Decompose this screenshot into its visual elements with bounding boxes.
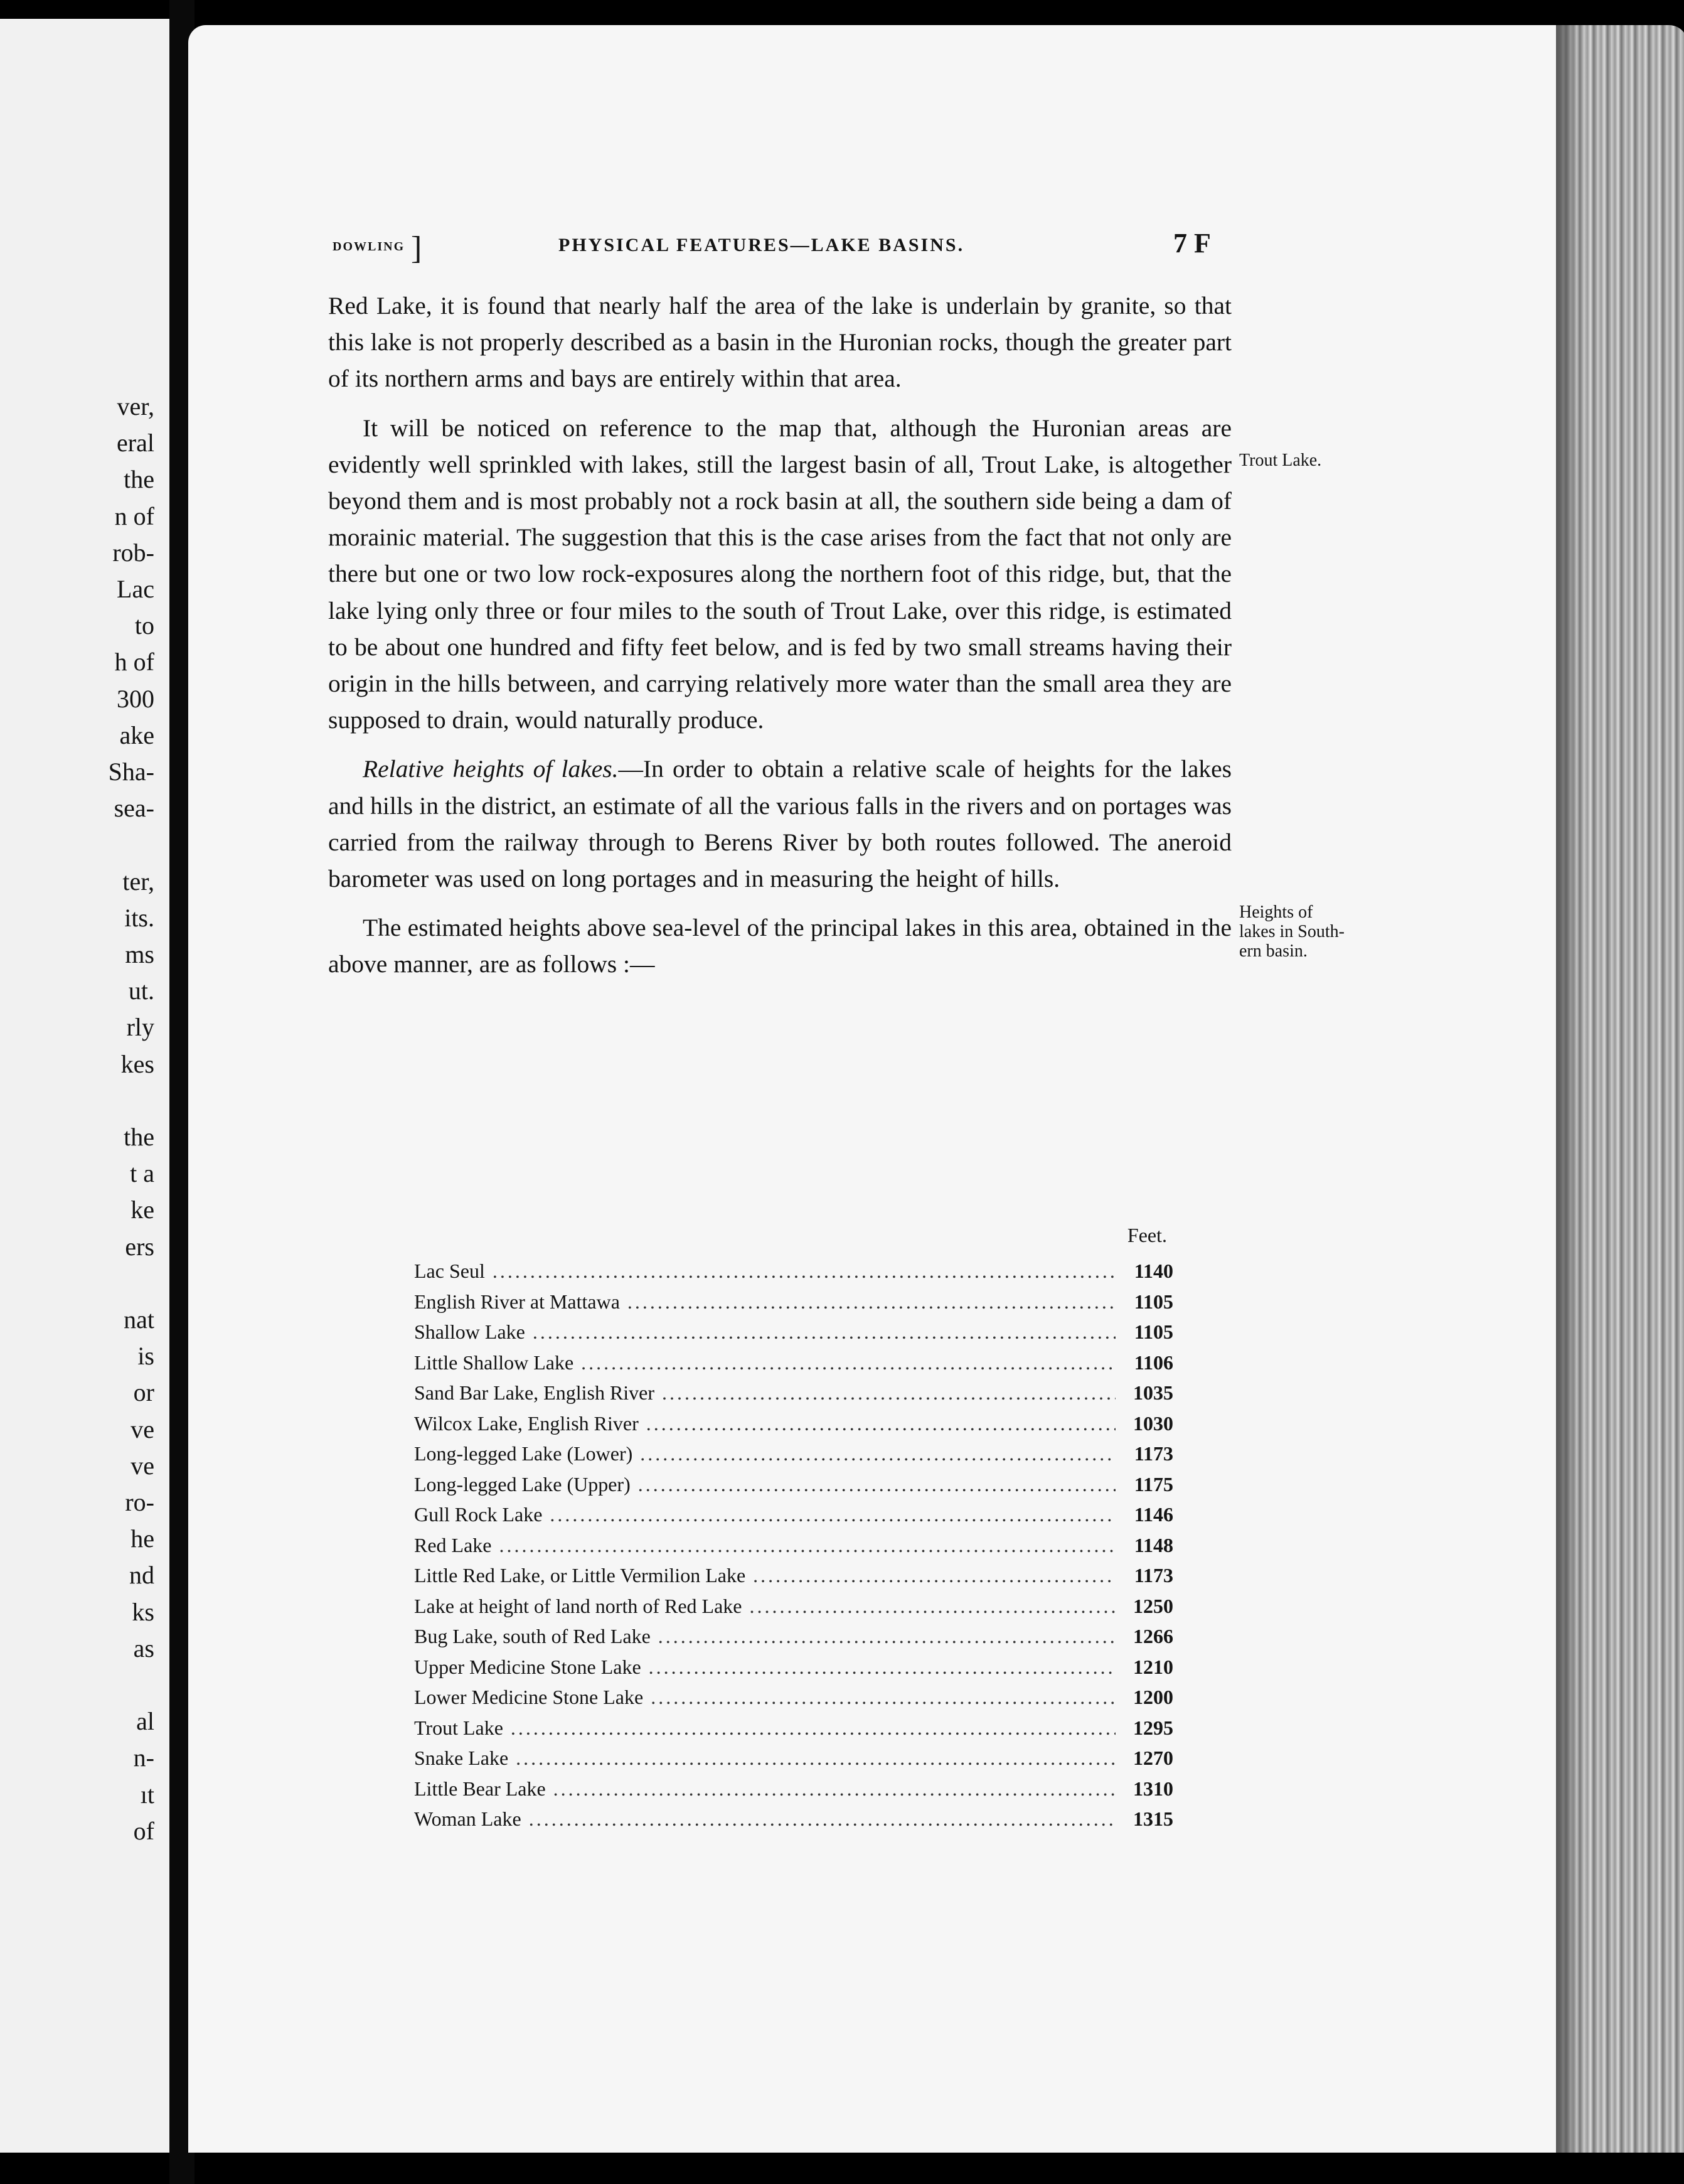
facing-page-fragment: ver, [117, 392, 154, 420]
facing-page-fragment: t a [130, 1159, 154, 1188]
lake-name: Long-legged Lake (Upper) [414, 1472, 631, 1496]
height-feet: 1270 [1133, 1747, 1173, 1769]
facing-page-fragment: ake [119, 720, 154, 749]
facing-page-fragment: the [124, 1123, 154, 1151]
page-edges [1556, 25, 1684, 2153]
height-feet: 1105 [1134, 1320, 1173, 1343]
leader-dots [651, 1686, 1116, 1709]
leader-dots [553, 1777, 1116, 1801]
unit-header: Feet. [1127, 1224, 1167, 1246]
height-feet: 1200 [1133, 1686, 1173, 1708]
facing-page-fragment: ıt [140, 1780, 154, 1809]
facing-page-fragment: ms [125, 940, 154, 968]
table-row [414, 1503, 1173, 1534]
table-row [414, 1534, 1173, 1565]
facing-page [0, 19, 169, 2153]
lake-name: Lower Medicine Stone Lake [414, 1686, 644, 1708]
lake-name: Woman Lake [414, 1807, 521, 1830]
facing-page-fragment: sea- [114, 794, 154, 823]
lake-name: Snake Lake [414, 1747, 509, 1769]
running-author: DOWLING [333, 240, 405, 254]
table-row [414, 1686, 1173, 1716]
facing-page-fragment: ers [125, 1232, 154, 1261]
table-row [414, 1625, 1173, 1656]
facing-page-fragment: al [136, 1707, 154, 1736]
height-feet: 1173 [1134, 1442, 1173, 1465]
lake-name: Little Red Lake, or Little Vermilion Lake [414, 1564, 746, 1587]
leader-dots [533, 1320, 1116, 1344]
lake-name: Sand Bar Lake, English River [414, 1381, 655, 1404]
leader-dots [749, 1595, 1116, 1618]
facing-page-fragment: eral [117, 429, 154, 458]
height-feet: 1173 [1134, 1564, 1173, 1587]
height-feet: 1310 [1133, 1777, 1173, 1800]
height-feet: 1030 [1133, 1411, 1173, 1435]
facing-page-fragment: he [131, 1524, 154, 1553]
table-row [414, 1381, 1173, 1412]
table-row [414, 1656, 1173, 1686]
paragraph: Red Lake, it is found that nearly half the area of the lake is underlain by granite, so that this lake is not properly described as a basin in the Huronian rocks, though the greater part of its northern arms and bays are entirely within that area. [328, 292, 1232, 393]
lake-name: English River at Mattawa [414, 1290, 620, 1313]
paragraph [328, 751, 1232, 897]
facing-page-fragment: to [134, 611, 154, 640]
lake-heights-table [414, 1224, 1173, 1838]
table-row [414, 1807, 1173, 1838]
height-feet: 1035 [1133, 1381, 1173, 1404]
table-row [414, 1747, 1173, 1777]
facing-page-fragment: ut. [128, 977, 154, 1005]
facing-page-fragment: its. [124, 903, 154, 932]
lake-name: Trout Lake [414, 1716, 503, 1739]
table-row [414, 1260, 1173, 1290]
facing-page-fragment: kes [120, 1049, 154, 1078]
leader-dots [516, 1747, 1116, 1770]
facing-page-fragment: Sha- [108, 757, 154, 786]
table-row [414, 1442, 1173, 1473]
height-feet: 1315 [1133, 1807, 1173, 1830]
running-title: PHYSICAL FEATURES—LAKE BASINS. [558, 235, 965, 255]
margin-note-line: lakes in South- [1239, 922, 1345, 941]
table-row [414, 1473, 1173, 1504]
table-row [414, 1716, 1173, 1747]
leader-dots [550, 1503, 1116, 1526]
facing-page-fragment: rly [126, 1013, 154, 1042]
leader-dots [529, 1807, 1116, 1831]
facing-page-fragment: nd [129, 1561, 154, 1590]
margin-note-trout-lake [1239, 451, 1321, 470]
margin-note-line: ern basin. [1239, 941, 1308, 961]
paragraph-text: —In order to obtain a relative scale of heights for the lakes and hills in the district, an estimate of all the various falls in the rivers and on portages was carried from the railway through to Berens River by both routes followed. The aneroid barometer was used on long portages and in measuring the height of hills. [328, 755, 1232, 893]
lake-name: Red Lake [414, 1533, 492, 1556]
facing-page-fragment: rob- [112, 538, 154, 567]
leader-dots [511, 1716, 1116, 1740]
paragraph: It will be noticed on reference to the map that, although the Huronian areas are evidently well sprinkled with lakes, still the largest basin of all, Trout Lake, is altogether beyond them and is most probably not a rock basin at all, the southern side being a dam of morainic material. The suggestion that this is the case arises from the fact that not only are there but one or two low rock-exposures along the northern foot of this ridge, but, that the lake lying only three or four miles to the south of Trout Lake, over this ridge, is estimated to be about one hundred and fifty feet below, and is fed by two small streams having their origin in the hills between, and carrying relatively more water than the small area they are supposed to drain, would naturally produce. [328, 414, 1232, 734]
table-rows [414, 1260, 1173, 1838]
facing-page-fragment: n of [114, 501, 154, 530]
leader-dots [493, 1260, 1116, 1283]
height-feet: 1266 [1133, 1625, 1173, 1647]
page-number: 7 F [1173, 228, 1211, 259]
table-row [414, 1351, 1173, 1382]
facing-page-fragment: ks [132, 1597, 154, 1626]
height-feet: 1250 [1133, 1594, 1173, 1617]
facing-page-fragment: the [124, 465, 154, 494]
facing-page-fragment: or [133, 1378, 154, 1407]
lake-name: Lake at height of land north of Red Lake [414, 1594, 742, 1617]
leader-dots [753, 1564, 1116, 1587]
paragraph: The estimated heights above sea-level of the principal lakes in this area, obtained in the above manner, are as follows :— [328, 914, 1232, 978]
height-feet: 1140 [1134, 1260, 1173, 1282]
table-row [414, 1290, 1173, 1321]
facing-page-fragment: ke [131, 1196, 154, 1224]
leader-dots [640, 1442, 1116, 1465]
table-row [414, 1564, 1173, 1595]
height-feet: 1105 [1134, 1290, 1173, 1313]
leader-dots [638, 1473, 1116, 1496]
facing-page-fragment: ve [131, 1451, 154, 1480]
margin-note-text: Trout Lake. [1239, 451, 1322, 470]
height-feet: 1148 [1134, 1533, 1173, 1556]
lake-name: Gull Rock Lake [414, 1503, 543, 1526]
leader-dots [627, 1290, 1116, 1314]
facing-page-fragment: h of [114, 648, 154, 677]
lake-name: Little Shallow Lake [414, 1351, 574, 1374]
lake-name: Lac Seul [414, 1260, 485, 1282]
leader-dots [646, 1412, 1116, 1435]
table-row [414, 1777, 1173, 1808]
table-row [414, 1320, 1173, 1351]
height-feet: 1106 [1134, 1351, 1173, 1374]
running-header [333, 228, 1230, 269]
lake-name: Shallow Lake [414, 1320, 525, 1343]
section-heading: Relative heights of lakes. [363, 755, 619, 783]
lake-name: Upper Medicine Stone Lake [414, 1655, 641, 1678]
lake-name: Long-legged Lake (Lower) [414, 1442, 633, 1465]
facing-page-fragment: ve [131, 1415, 154, 1443]
height-feet: 1175 [1134, 1472, 1173, 1496]
facing-page-fragment: ro- [125, 1488, 154, 1516]
facing-page-fragment: 300 [117, 684, 154, 713]
height-feet: 1146 [1134, 1503, 1173, 1526]
leader-dots [649, 1656, 1116, 1679]
height-feet: 1210 [1133, 1655, 1173, 1678]
table-row [414, 1412, 1173, 1443]
facing-page-fragment: Lac [117, 575, 154, 603]
lake-name: Wilcox Lake, English River [414, 1411, 639, 1435]
leader-dots [658, 1625, 1116, 1648]
header-bracket: ] [411, 230, 422, 266]
margin-note-line: Heights of [1239, 902, 1313, 922]
lake-name: Bug Lake, south of Red Lake [414, 1625, 651, 1647]
facing-page-fragment: nat [124, 1305, 154, 1334]
leader-dots [499, 1534, 1116, 1557]
body-text [328, 287, 1232, 995]
facing-page-fragment: is [137, 1342, 154, 1371]
table-row [414, 1595, 1173, 1625]
leader-dots [662, 1381, 1116, 1405]
margin-note-heights [1239, 902, 1345, 961]
leader-dots [581, 1351, 1116, 1374]
lake-name: Little Bear Lake [414, 1777, 546, 1800]
facing-page-fragment: n- [133, 1743, 154, 1772]
facing-page-fragment: of [133, 1816, 154, 1845]
facing-page-fragment: as [133, 1634, 154, 1662]
facing-page-fragment: ter, [122, 867, 154, 896]
height-feet: 1295 [1133, 1716, 1173, 1739]
